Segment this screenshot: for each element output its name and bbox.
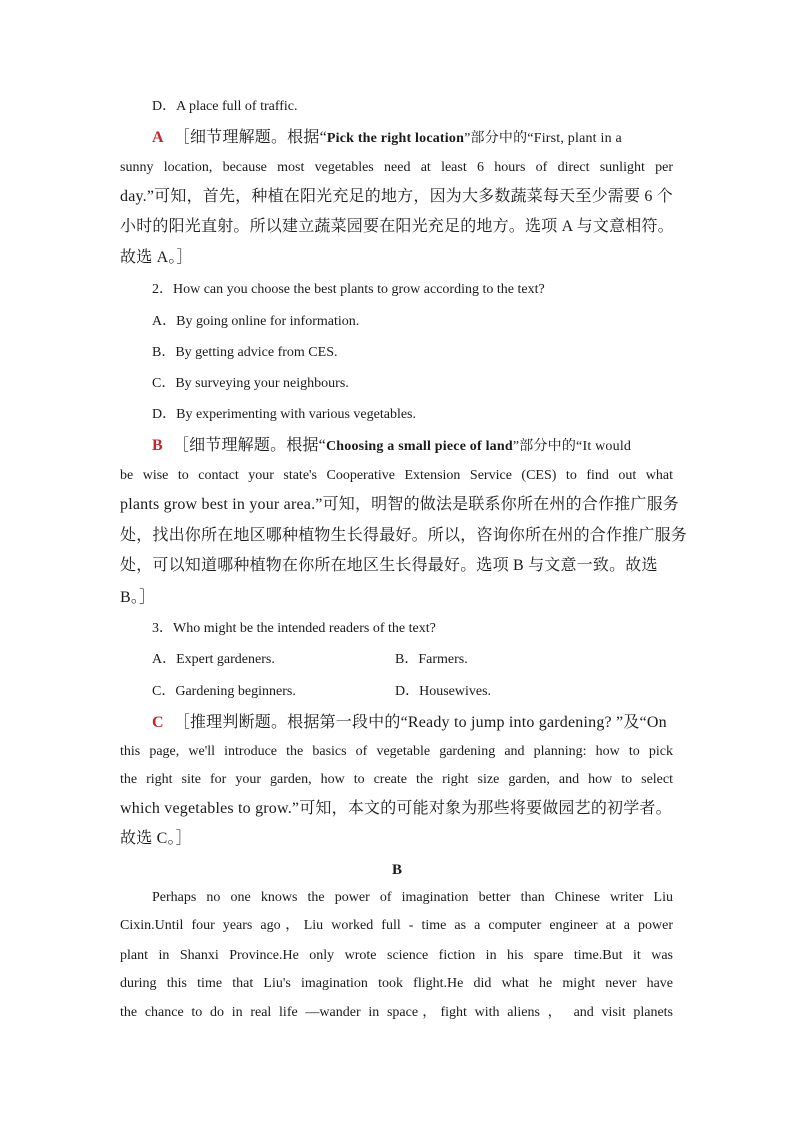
q2-section-reference: Choosing a small piece of land xyxy=(325,439,513,454)
q2-explanation-line-4: 处，找出你所在地区哪种植物生长得最好。所以，咨询你所在州的合作推广服务 xyxy=(120,527,688,544)
q1-explanation-line-3: day.”可知，首先，种植在阳光充足的地方，因为大多数蔬菜每天至少需要 6 个 xyxy=(120,188,673,205)
q2-question: 2．How can you choose the best plants to grow according to the text? xyxy=(152,282,545,297)
passage-b-line-2: Cixin.Until four years ago，Liu worked full - time as a computer engineer at a power xyxy=(120,918,673,933)
passage-b-line-5: the chance to do in real life —wander in space，fight with aliens ， and visit planets xyxy=(120,1005,673,1020)
q2-explanation-line-1: B ［细节理解题。根据“Choosing a small piece of land”部分中的“It would xyxy=(152,437,632,454)
q1-explanation-line-4: 小时的阳光直射。所以建立蔬菜园要在阳光充足的地方。选项 A 与文意相符。 xyxy=(120,218,674,235)
q1-answer-letter: A xyxy=(152,129,164,146)
q2-explanation-line-5: 处，可以知道哪种植物在你所在地区生长得最好。选项 B 与文意一致。故选 xyxy=(120,557,658,574)
section-b-heading: B xyxy=(391,862,402,878)
passage-b-line-4: during this time that Liu's imagination took flight.He did what he might never have xyxy=(120,976,673,991)
q1-section-reference: Pick the right location xyxy=(326,131,465,146)
q3-explanation-line-4: which vegetables to grow.”可知，本文的可能对象为那些将要做园艺的初学者。 xyxy=(120,800,672,817)
q3-answer-letter: C xyxy=(152,714,164,731)
passage-b-line-3: plant in Shanxi Province.He only wrote science fiction in his spare time.But it was xyxy=(120,948,673,963)
q2-explanation-line-2: be wise to contact your state's Cooperative Extension Service (CES) to find out what xyxy=(120,468,673,483)
q3-options-row-2 xyxy=(152,682,673,702)
q3-option-a: A．Expert gardeners. xyxy=(152,652,275,667)
q3-explanation-line-1: C ［推理判断题。根据第一段中的“Ready to jump into gardening? ”及“On xyxy=(152,714,667,731)
q3-explanation-line-3: the right site for your garden, how to create the right size garden, and how to select xyxy=(120,772,673,787)
q2-option-a: A．By going online for information. xyxy=(152,314,360,329)
q1-explanation-line-5: 故选 A。］ xyxy=(120,249,193,266)
q2-option-c: C．By surveying your neighbours. xyxy=(152,376,349,391)
q1-explanation-line-1: A ［细节理解题。根据“Pick the right location”部分中的“First, plant in a xyxy=(152,129,622,146)
q3-option-d: D．Housewives. xyxy=(395,684,492,699)
passage-b-line-1: Perhaps no one knows the power of imagination better than Chinese writer Liu xyxy=(152,890,673,905)
q2-explanation-line-3: plants grow best in your area.”可知，明智的做法是联系你所在州的合作推广服务 xyxy=(120,496,679,513)
q3-explanation-line-5: 故选 C。］ xyxy=(120,830,192,847)
q2-explanation-line-6: B。］ xyxy=(120,589,156,606)
q3-option-b: B．Farmers. xyxy=(395,652,468,667)
q3-option-c: C．Gardening beginners. xyxy=(152,684,296,699)
q2-option-b: B．By getting advice from CES. xyxy=(152,345,338,360)
q3-explanation-line-2: this page, we'll introduce the basics of vegetable gardening and planning: how to pick xyxy=(120,744,673,759)
q3-question: 3．Who might be the intended readers of the text? xyxy=(152,621,436,636)
q2-option-d: D．By experimenting with various vegetables. xyxy=(152,407,416,422)
q2-answer-letter: B xyxy=(152,437,163,454)
q1-explanation-line-2: sunny location, because most vegetables need at least 6 hours of direct sunlight per xyxy=(120,160,673,175)
q1-option-d: D．A place full of traffic. xyxy=(152,99,298,114)
q3-options-row-1 xyxy=(152,650,673,670)
